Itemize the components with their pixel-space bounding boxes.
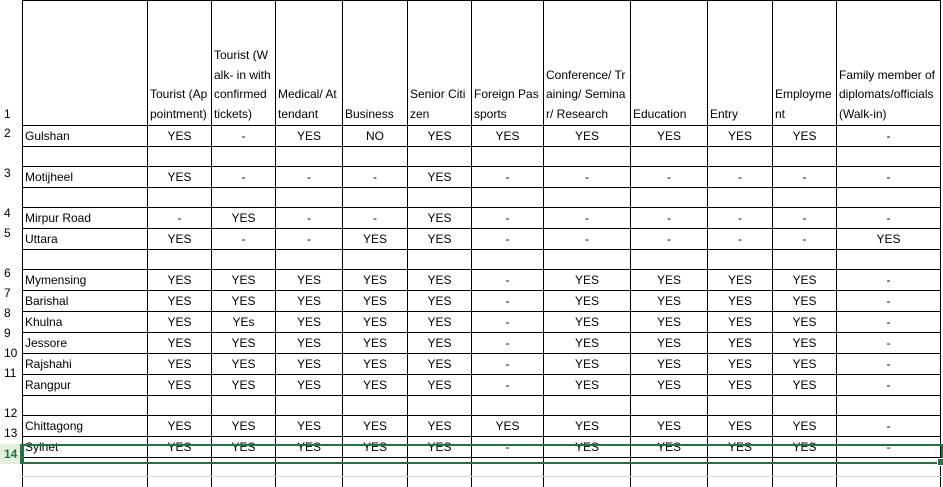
empty-cell[interactable] (544, 250, 631, 270)
value-cell[interactable]: - (472, 333, 544, 354)
empty-cell[interactable] (631, 188, 708, 208)
value-cell[interactable]: YES (212, 333, 276, 354)
column-header[interactable]: Tourist (Appointment) (148, 1, 212, 126)
value-cell[interactable]: YES (212, 437, 276, 458)
value-cell[interactable]: - (837, 333, 941, 354)
row-number[interactable]: 2 (4, 126, 11, 140)
value-cell[interactable]: YES (343, 375, 408, 396)
value-cell[interactable]: - (837, 270, 941, 291)
value-cell[interactable]: YES (708, 354, 773, 375)
row-number[interactable]: 4 (4, 206, 11, 220)
empty-cell[interactable] (408, 477, 472, 487)
empty-cell[interactable] (212, 250, 276, 270)
value-cell[interactable]: YES (544, 375, 631, 396)
office-name-cell[interactable]: Rangpur (23, 375, 148, 396)
row-number[interactable]: 3 (4, 166, 11, 180)
empty-cell[interactable] (708, 396, 773, 416)
empty-cell[interactable] (837, 477, 941, 487)
empty-row (23, 250, 941, 270)
empty-cell[interactable] (472, 396, 544, 416)
value-cell[interactable]: YES (708, 312, 773, 333)
value-cell[interactable]: - (212, 126, 276, 147)
value-cell[interactable]: YES (148, 333, 212, 354)
table-row (23, 416, 941, 437)
empty-cell[interactable] (408, 458, 472, 477)
value-cell[interactable]: YES (343, 291, 408, 312)
empty-cell[interactable] (472, 250, 544, 270)
column-header[interactable]: Family member of diplomats/officials (Walk-in) (837, 1, 941, 126)
value-cell[interactable]: YES (408, 229, 472, 250)
empty-cell[interactable] (631, 458, 708, 477)
table-row (23, 126, 941, 147)
value-cell[interactable]: YES (708, 375, 773, 396)
table-row (23, 291, 941, 312)
empty-cell[interactable] (148, 147, 212, 167)
column-header[interactable]: Senior Citizen (408, 1, 472, 126)
value-cell[interactable]: - (276, 208, 343, 229)
empty-row (23, 396, 941, 416)
value-cell[interactable]: - (472, 208, 544, 229)
value-cell[interactable]: YES (212, 208, 276, 229)
value-cell[interactable]: - (148, 208, 212, 229)
row-number[interactable]: 11 (4, 366, 17, 380)
value-cell[interactable]: YES (708, 126, 773, 147)
empty-cell[interactable] (343, 188, 408, 208)
empty-cell[interactable] (276, 477, 343, 487)
value-cell[interactable]: YES (544, 354, 631, 375)
empty-cell[interactable] (631, 396, 708, 416)
value-cell[interactable]: YES (408, 208, 472, 229)
value-cell[interactable]: YES (773, 375, 837, 396)
empty-cell[interactable] (212, 147, 276, 167)
value-cell[interactable]: - (773, 229, 837, 250)
empty-cell[interactable] (148, 477, 212, 487)
value-cell[interactable]: YES (408, 270, 472, 291)
value-cell[interactable]: YES (148, 354, 212, 375)
value-cell[interactable]: YES (708, 437, 773, 458)
value-cell[interactable]: - (708, 208, 773, 229)
value-cell[interactable]: - (276, 229, 343, 250)
value-cell[interactable]: YES (631, 312, 708, 333)
office-name-cell[interactable]: Khulna (23, 312, 148, 333)
value-cell[interactable]: YES (773, 354, 837, 375)
row-number[interactable]: 1 (4, 107, 11, 121)
value-cell[interactable]: YES (544, 333, 631, 354)
value-cell[interactable]: YES (708, 291, 773, 312)
empty-cell[interactable] (276, 188, 343, 208)
empty-cell[interactable] (276, 147, 343, 167)
value-cell[interactable]: YES (343, 354, 408, 375)
value-cell[interactable]: YES (708, 333, 773, 354)
empty-cell[interactable] (837, 147, 941, 167)
value-cell[interactable]: YES (148, 291, 212, 312)
value-cell[interactable]: YES (276, 375, 343, 396)
table-row (23, 229, 941, 250)
column-header[interactable]: Business (343, 1, 408, 126)
row-number[interactable]: 9 (4, 326, 11, 340)
empty-cell[interactable] (212, 458, 276, 477)
value-cell[interactable]: YES (773, 126, 837, 147)
value-cell[interactable]: - (472, 229, 544, 250)
value-cell[interactable]: - (472, 437, 544, 458)
value-cell[interactable]: YES (631, 333, 708, 354)
value-cell[interactable]: YES (773, 416, 837, 437)
table-row (23, 375, 941, 396)
value-cell[interactable]: YES (212, 375, 276, 396)
value-cell[interactable]: YES (148, 312, 212, 333)
value-cell[interactable]: YES (544, 270, 631, 291)
value-cell[interactable]: - (837, 167, 941, 188)
column-header[interactable]: Tourist (Walk- in with confirmed tickets) (212, 1, 276, 126)
value-cell[interactable]: YES (343, 229, 408, 250)
value-cell[interactable]: YES (408, 375, 472, 396)
empty-cell[interactable] (148, 250, 212, 270)
empty-cell[interactable] (212, 396, 276, 416)
table-row (23, 437, 941, 458)
value-cell[interactable]: - (472, 270, 544, 291)
empty-cell[interactable] (276, 396, 343, 416)
value-cell[interactable]: YES (408, 437, 472, 458)
empty-cell[interactable] (773, 188, 837, 208)
office-name-cell[interactable]: Uttara (23, 229, 148, 250)
value-cell[interactable]: YES (212, 291, 276, 312)
empty-cell[interactable] (472, 477, 544, 487)
value-cell[interactable]: - (837, 375, 941, 396)
office-name-cell[interactable]: Jessore (23, 333, 148, 354)
value-cell[interactable]: - (544, 167, 631, 188)
value-cell[interactable]: YES (544, 416, 631, 437)
value-cell[interactable]: YES (472, 126, 544, 147)
value-cell[interactable]: YES (343, 437, 408, 458)
value-cell[interactable]: YES (276, 126, 343, 147)
empty-cell[interactable] (708, 147, 773, 167)
value-cell[interactable]: YES (631, 291, 708, 312)
value-cell[interactable]: - (472, 312, 544, 333)
empty-cell[interactable] (708, 477, 773, 487)
empty-cell[interactable] (23, 250, 148, 270)
empty-cell[interactable] (472, 458, 544, 477)
empty-cell[interactable] (23, 396, 148, 416)
table-row (23, 208, 941, 229)
value-cell[interactable]: YES (343, 416, 408, 437)
value-cell[interactable]: YES (343, 312, 408, 333)
empty-cell[interactable] (773, 477, 837, 487)
empty-cell[interactable] (148, 396, 212, 416)
value-cell[interactable]: - (472, 291, 544, 312)
column-header[interactable]: Foreign Passports (472, 1, 544, 126)
empty-cell[interactable] (23, 147, 148, 167)
row-number[interactable]: 5 (4, 226, 11, 240)
value-cell[interactable]: YES (408, 126, 472, 147)
empty-cell[interactable] (408, 396, 472, 416)
office-name-cell[interactable]: Gulshan (23, 126, 148, 147)
value-cell[interactable]: - (472, 167, 544, 188)
row-number[interactable]: 8 (4, 306, 11, 320)
empty-cell[interactable] (837, 396, 941, 416)
column-header[interactable] (23, 1, 148, 126)
value-cell[interactable]: - (837, 291, 941, 312)
value-cell[interactable]: - (212, 229, 276, 250)
value-cell[interactable]: YEs (212, 312, 276, 333)
value-cell[interactable]: YES (148, 375, 212, 396)
value-cell[interactable]: YES (773, 437, 837, 458)
empty-cell[interactable] (708, 188, 773, 208)
value-cell[interactable]: YES (148, 416, 212, 437)
value-cell[interactable]: YES (631, 437, 708, 458)
value-cell[interactable]: YES (408, 416, 472, 437)
empty-cell[interactable] (773, 458, 837, 477)
empty-row (23, 458, 941, 477)
empty-cell[interactable] (408, 188, 472, 208)
value-cell[interactable]: YES (408, 354, 472, 375)
value-cell[interactable]: YES (148, 270, 212, 291)
value-cell[interactable]: - (343, 208, 408, 229)
value-cell[interactable]: - (276, 167, 343, 188)
column-header[interactable]: Education (631, 1, 708, 126)
value-cell[interactable]: - (837, 437, 941, 458)
empty-cell[interactable] (148, 188, 212, 208)
empty-cell[interactable] (631, 250, 708, 270)
value-cell[interactable]: YES (773, 312, 837, 333)
value-cell[interactable]: YES (708, 416, 773, 437)
table-row (23, 270, 941, 291)
empty-cell[interactable] (837, 250, 941, 270)
value-cell[interactable]: - (837, 208, 941, 229)
empty-cell[interactable] (343, 458, 408, 477)
empty-cell[interactable] (544, 458, 631, 477)
value-cell[interactable]: YES (631, 416, 708, 437)
column-header[interactable]: Employment (773, 1, 837, 126)
empty-cell[interactable] (343, 477, 408, 487)
empty-cell[interactable] (544, 147, 631, 167)
empty-cell[interactable] (773, 396, 837, 416)
row-number[interactable]: 6 (4, 266, 11, 280)
value-cell[interactable]: YES (212, 416, 276, 437)
column-header[interactable]: Conference/ Training/ Seminar/ Research (544, 1, 631, 126)
value-cell[interactable]: YES (212, 270, 276, 291)
value-cell[interactable]: YES (408, 167, 472, 188)
value-cell[interactable]: YES (708, 270, 773, 291)
empty-cell[interactable] (343, 396, 408, 416)
value-cell[interactable]: YES (276, 291, 343, 312)
value-cell[interactable]: YES (773, 270, 837, 291)
value-cell[interactable]: YES (148, 126, 212, 147)
value-cell[interactable]: - (544, 229, 631, 250)
row-number[interactable]: 7 (4, 286, 11, 300)
value-cell[interactable]: YES (276, 416, 343, 437)
empty-cell[interactable] (212, 477, 276, 487)
value-cell[interactable]: YES (544, 312, 631, 333)
value-cell[interactable]: YES (544, 291, 631, 312)
value-cell[interactable]: YES (276, 437, 343, 458)
value-cell[interactable]: - (837, 416, 941, 437)
office-name-cell[interactable]: Chittagong (23, 416, 148, 437)
value-cell[interactable]: NO (343, 126, 408, 147)
value-cell[interactable]: YES (408, 333, 472, 354)
office-name-cell[interactable]: Barishal (23, 291, 148, 312)
value-cell[interactable]: YES (544, 437, 631, 458)
value-cell[interactable]: YES (148, 167, 212, 188)
office-name-cell[interactable]: Motijheel (23, 167, 148, 188)
value-cell[interactable]: YES (276, 354, 343, 375)
data-table (22, 0, 941, 487)
empty-cell[interactable] (408, 147, 472, 167)
empty-cell[interactable] (544, 396, 631, 416)
empty-cell[interactable] (472, 188, 544, 208)
empty-cell[interactable] (837, 188, 941, 208)
value-cell[interactable]: YES (408, 312, 472, 333)
value-cell[interactable]: - (212, 167, 276, 188)
value-cell[interactable]: YES (631, 126, 708, 147)
empty-cell[interactable] (148, 458, 212, 477)
empty-cell[interactable] (343, 250, 408, 270)
empty-cell[interactable] (544, 188, 631, 208)
value-cell[interactable]: - (708, 167, 773, 188)
value-cell[interactable]: - (631, 167, 708, 188)
value-cell[interactable]: YES (212, 354, 276, 375)
value-cell[interactable]: YES (148, 437, 212, 458)
value-cell[interactable]: - (631, 208, 708, 229)
office-name-cell[interactable]: Sylhet (23, 437, 148, 458)
value-cell[interactable]: YES (276, 270, 343, 291)
value-cell[interactable]: - (631, 229, 708, 250)
empty-cell[interactable] (212, 188, 276, 208)
value-cell[interactable]: YES (631, 270, 708, 291)
header-row (23, 1, 941, 126)
empty-cell[interactable] (708, 458, 773, 477)
empty-cell[interactable] (631, 147, 708, 167)
empty-cell[interactable] (544, 477, 631, 487)
empty-cell[interactable] (23, 458, 148, 477)
value-cell[interactable]: YES (773, 291, 837, 312)
value-cell[interactable]: YES (544, 126, 631, 147)
empty-cell[interactable] (773, 147, 837, 167)
office-name-cell[interactable]: Mirpur Road (23, 208, 148, 229)
value-cell[interactable]: - (472, 354, 544, 375)
office-name-cell[interactable]: Rajshahi (23, 354, 148, 375)
empty-cell[interactable] (837, 458, 941, 477)
empty-cell[interactable] (23, 477, 148, 487)
empty-cell[interactable] (472, 147, 544, 167)
row-number-active[interactable]: 14 (0, 444, 22, 464)
value-cell[interactable]: YES (631, 354, 708, 375)
value-cell[interactable]: YES (276, 312, 343, 333)
empty-row (23, 188, 941, 208)
row-number[interactable]: 13 (4, 426, 18, 440)
value-cell[interactable]: - (472, 375, 544, 396)
value-cell[interactable]: YES (343, 270, 408, 291)
value-cell[interactable]: - (544, 208, 631, 229)
empty-cell[interactable] (276, 250, 343, 270)
empty-cell[interactable] (408, 250, 472, 270)
empty-cell[interactable] (773, 250, 837, 270)
table-row (23, 333, 941, 354)
value-cell[interactable]: YES (631, 375, 708, 396)
value-cell[interactable]: - (837, 312, 941, 333)
empty-row (23, 477, 941, 487)
table-row (23, 312, 941, 333)
value-cell[interactable]: - (343, 167, 408, 188)
table-row (23, 167, 941, 188)
value-cell[interactable]: - (837, 354, 941, 375)
value-cell[interactable]: YES (408, 291, 472, 312)
value-cell[interactable]: YES (276, 333, 343, 354)
empty-cell[interactable] (23, 188, 148, 208)
value-cell[interactable]: YES (837, 229, 941, 250)
value-cell[interactable]: - (708, 229, 773, 250)
empty-cell[interactable] (708, 250, 773, 270)
table-row (23, 354, 941, 375)
row-number[interactable]: 12 (4, 406, 18, 420)
value-cell[interactable]: YES (472, 416, 544, 437)
empty-cell[interactable] (343, 147, 408, 167)
column-header[interactable]: Entry (708, 1, 773, 126)
value-cell[interactable]: - (837, 126, 941, 147)
empty-row (23, 147, 941, 167)
empty-cell[interactable] (631, 477, 708, 487)
row-number[interactable]: 10 (4, 346, 18, 360)
column-header[interactable]: Medical/ Attendant (276, 1, 343, 126)
value-cell[interactable]: YES (148, 229, 212, 250)
value-cell[interactable]: - (773, 167, 837, 188)
row-header-column (0, 0, 22, 471)
value-cell[interactable]: YES (343, 333, 408, 354)
value-cell[interactable]: - (773, 208, 837, 229)
empty-cell[interactable] (276, 458, 343, 477)
value-cell[interactable]: YES (773, 333, 837, 354)
office-name-cell[interactable]: Mymensing (23, 270, 148, 291)
